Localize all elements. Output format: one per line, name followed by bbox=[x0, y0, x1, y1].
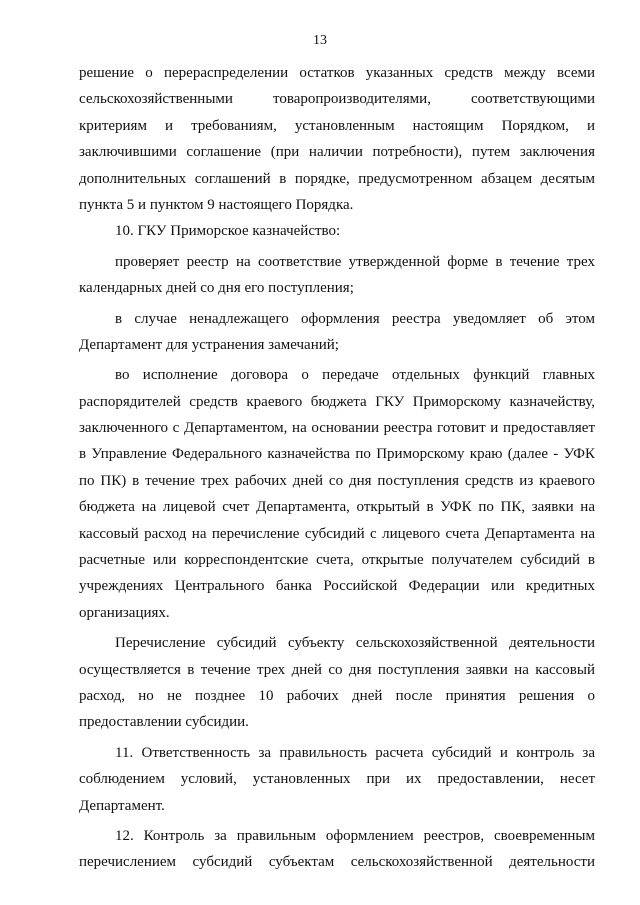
paragraph-12 bbox=[79, 823, 595, 876]
text-line: соблюдением условий, установленных при их предоставлении, несет bbox=[79, 771, 595, 788]
paragraph-continuation bbox=[79, 60, 595, 218]
text-line: кассовый расход на перечисление субсидий с лицевого счета Департамента на bbox=[79, 525, 595, 542]
text-line: расход, но не позднее 10 рабочих дней после принятия решения о bbox=[79, 687, 595, 704]
text-line: проверяет реестр на соответствие утвержденной форме в течение трех bbox=[115, 253, 595, 270]
text-line: Департамент для устранения замечаний; bbox=[79, 336, 339, 353]
text-line: решение о перераспределении остатков указанных средств между всеми bbox=[79, 65, 595, 81]
text-line: календарных дней со дня его поступления; bbox=[79, 280, 354, 297]
text-line: заключившими соглашение (при наличии потребности), путем заключения bbox=[79, 144, 595, 161]
paragraph-transfer bbox=[79, 630, 595, 736]
text-line: 12. Контроль за правильным оформлением реестров, своевременным bbox=[115, 827, 595, 844]
text-line: заключенного с Департаментом, на основании реестра готовит и предоставляет bbox=[79, 420, 595, 437]
paragraph-11 bbox=[79, 740, 595, 819]
text-line: во исполнение договора о передаче отдельных функций главных bbox=[115, 367, 595, 384]
text-line: перечислением субсидий субъектам сельскохозяйственной деятельности bbox=[79, 854, 595, 871]
text-line: организациях. bbox=[79, 604, 170, 621]
text-line: критериям и требованиям, установленным настоящим Порядком, и bbox=[79, 117, 595, 134]
section-heading: 10. ГКУ Приморское казначейство: bbox=[115, 223, 341, 240]
text-line: сельскохозяйственными товаропроизводителями, соответствующими bbox=[79, 91, 595, 108]
text-line: по ПК) в течение трех рабочих дней со дня поступления средств из краевого bbox=[79, 472, 595, 489]
paragraph-10-check bbox=[79, 249, 595, 302]
text-line: Перечисление субсидий субъекту сельскохозяйственной деятельности bbox=[115, 635, 595, 652]
text-line: в Управление Федерального казначейства по Приморскому краю (далее - УФК bbox=[79, 446, 595, 463]
text-line: распорядителей средств краевого бюджета ГКУ Приморскому казначейству, bbox=[79, 393, 595, 410]
text-line: осуществляется в течение трех дней со дня поступления заявки на кассовый bbox=[79, 661, 595, 678]
text-line: 11. Ответственность за правильность расчета субсидий и контроль за bbox=[115, 744, 595, 761]
paragraph-10-execute bbox=[79, 362, 595, 626]
text-line: в случае ненадлежащего оформления реестра уведомляет об этом bbox=[115, 310, 595, 327]
text-line: Департамент. bbox=[79, 797, 165, 814]
text-line: расчетные или корреспондентские счета, открытые получателем субсидий в bbox=[79, 552, 595, 569]
text-line: предоставлении субсидии. bbox=[79, 714, 249, 731]
paragraph-10-heading bbox=[79, 218, 595, 244]
text-line: учреждениях Центрального банка Российской Федерации или кредитных bbox=[79, 578, 595, 595]
paragraph-10-notify bbox=[79, 306, 595, 359]
text-line: бюджета на лицевой счет Департамента, открытый в УФК по ПК, заявки на bbox=[79, 499, 595, 516]
text-line: дополнительных соглашений в порядке, предусмотренном абзацем десятым bbox=[79, 170, 595, 187]
page-number: 13 bbox=[313, 33, 327, 48]
document-body bbox=[79, 60, 595, 876]
text-line: пункта 5 и пунктом 9 настоящего Порядка. bbox=[79, 196, 354, 213]
